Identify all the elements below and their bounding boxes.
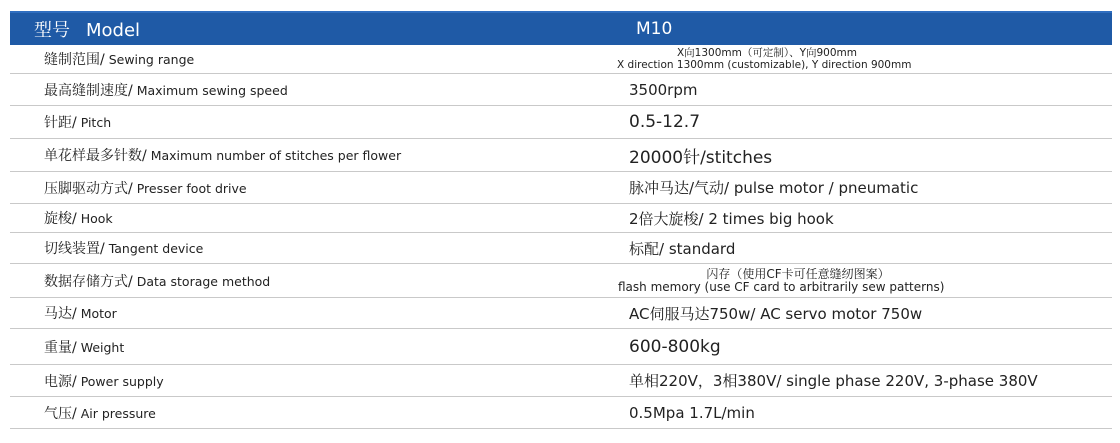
table-row [10, 45, 1112, 74]
row-value [592, 47, 1112, 71]
label-en: Hook [76, 211, 113, 226]
table-row [10, 329, 1112, 365]
label-en: Power supply [76, 373, 164, 389]
value-line-1: 闪存（使用CF卡可任意缝纫图案） [706, 267, 890, 281]
row-label [10, 178, 592, 198]
label-zh: 单花样最多针数/ [44, 148, 147, 164]
label-zh: 数据存储方式/ [44, 273, 133, 290]
row-value: 3500rpm [629, 80, 698, 99]
table-header [10, 11, 1112, 45]
row-value [592, 268, 1112, 294]
row-label [10, 337, 592, 357]
table-row [10, 298, 1112, 329]
row-value: 标配/ standard [629, 239, 736, 258]
label-en: Weight [76, 339, 125, 355]
row-label [10, 112, 592, 132]
row-value: 0.5-12.7 [629, 112, 701, 132]
header-model-label [10, 16, 592, 42]
label-en: Presser foot drive [132, 180, 247, 196]
label-en: Motor [76, 306, 117, 321]
row-value: 单相220V，3相380V/ single phase 220V, 3-phase 380V [629, 372, 1038, 390]
label-zh: 气压/ [44, 405, 77, 422]
table-row [10, 172, 1112, 204]
row-label [10, 403, 592, 423]
row-label [10, 49, 592, 69]
label-zh: 最高缝制速度/ [44, 82, 133, 99]
row-label [10, 303, 592, 323]
table-row [10, 106, 1112, 139]
spec-table [10, 11, 1112, 429]
row-value: AC伺服马达750w/ AC servo motor 750w [629, 304, 923, 323]
label-zh: 缝制范围/ [44, 52, 105, 68]
header-model-value: M10 [636, 19, 673, 39]
label-zh: 压脚驱动方式/ [44, 180, 133, 197]
label-zh: 马达/ [44, 306, 77, 322]
table-row [10, 233, 1112, 264]
row-label [10, 238, 592, 258]
label-en: Pitch [76, 115, 112, 130]
header-model-zh: 型号 [34, 20, 70, 41]
value-line-2: flash memory (use CF card to arbitrarily sew patterns) [618, 279, 945, 294]
value-line-1: X向1300mm（可定制）、Y向900mm [676, 47, 858, 59]
table-row [10, 397, 1112, 429]
table-row [10, 139, 1112, 172]
row-value: 0.5Mpa 1.7L/min [629, 403, 755, 422]
label-zh: 旋梭/ [44, 211, 77, 227]
label-en: Air pressure [76, 405, 156, 421]
label-zh: 电源/ [44, 373, 77, 390]
row-label [10, 208, 592, 228]
row-value: 2倍大旋梭/ 2 times big hook [629, 209, 834, 228]
label-zh: 切线装置/ [44, 241, 105, 257]
row-label [10, 145, 592, 165]
row-value: 20000针/stitches [629, 147, 773, 168]
row-value: 600-800kg [629, 336, 721, 357]
table-row [10, 264, 1112, 298]
table-row [10, 204, 1112, 233]
label-zh: 重量/ [44, 339, 77, 356]
label-en: Sewing range [104, 52, 195, 67]
label-en: Maximum sewing speed [132, 82, 288, 98]
row-label [10, 371, 592, 391]
label-en: Maximum number of stitches per flower [146, 148, 402, 163]
row-label [10, 271, 592, 291]
row-value: 脉冲马达/气动/ pulse motor / pneumatic [629, 179, 919, 197]
table-row [10, 365, 1112, 397]
label-en: Data storage method [132, 273, 271, 289]
label-zh: 针距/ [44, 115, 77, 131]
label-en: Tangent device [104, 241, 204, 256]
value-line-2: X direction 1300mm (customizable), Y direction 900mm [617, 59, 912, 71]
header-model-en: Model [86, 20, 141, 41]
table-row [10, 74, 1112, 106]
row-label [10, 80, 592, 100]
